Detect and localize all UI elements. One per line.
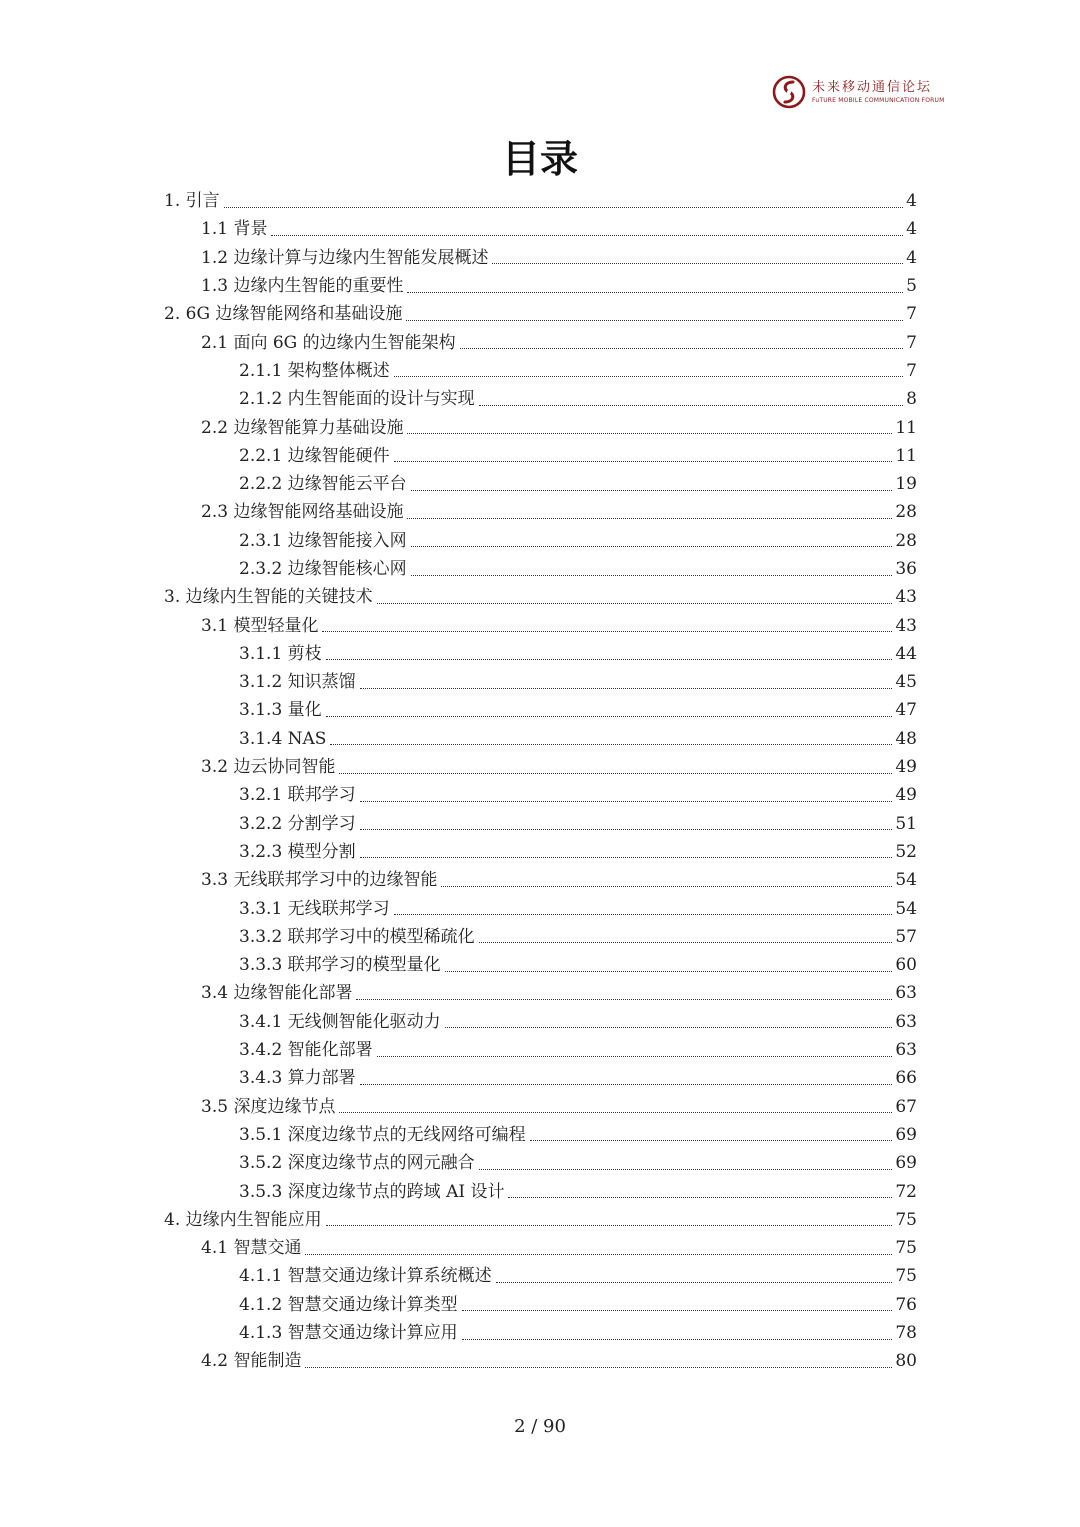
toc-leader-dots <box>441 886 892 887</box>
toc-entry[interactable] <box>239 555 917 583</box>
toc-entry[interactable] <box>164 583 917 611</box>
forum-name-cn: 未来移动通信论坛 <box>812 79 933 95</box>
toc-entry-page: 80 <box>895 1351 917 1372</box>
toc-entry-title: 2.3.1 边缘智能接入网 <box>239 530 407 551</box>
toc-entry-title: 2.3 边缘智能网络基础设施 <box>201 502 404 523</box>
toc-entry-title: 3.3.3 联邦学习的模型量化 <box>239 955 441 976</box>
toc-entry-page: 57 <box>895 926 917 947</box>
toc-entry-page: 67 <box>895 1096 917 1117</box>
toc-entry-page: 28 <box>895 530 917 551</box>
toc-entry-page: 5 <box>906 276 917 297</box>
toc-entry[interactable] <box>201 498 917 526</box>
forum-logo-text <box>812 81 944 104</box>
toc-entry-title: 1.2 边缘计算与边缘内生智能发展概述 <box>201 247 489 268</box>
toc-leader-dots <box>377 1056 893 1057</box>
toc-entry[interactable] <box>239 894 917 922</box>
toc-entry[interactable] <box>239 1177 917 1205</box>
toc-entry-page: 36 <box>895 559 917 579</box>
toc-entry-page: 4 <box>906 247 917 268</box>
toc-leader-dots <box>326 659 893 660</box>
toc-entry[interactable] <box>239 696 917 724</box>
toc-entry[interactable] <box>201 1234 917 1262</box>
toc-entry-page: 7 <box>906 332 917 353</box>
toc-entry-page: 54 <box>895 870 917 891</box>
toc-entry[interactable] <box>239 1036 917 1064</box>
toc-entry[interactable] <box>239 1149 917 1177</box>
toc-entry[interactable] <box>201 328 917 356</box>
toc-entry-page: 75 <box>895 1238 917 1259</box>
toc-leader-dots <box>406 320 903 321</box>
toc-entry-page: 11 <box>895 445 917 466</box>
toc-entry-page: 43 <box>895 587 917 608</box>
toc-entry-title: 3.5.2 深度边缘节点的网元融合 <box>239 1153 475 1174</box>
toc-leader-dots <box>508 1197 892 1198</box>
toc-entry-title: 4.1 智慧交通 <box>201 1238 302 1259</box>
toc-entry[interactable] <box>239 923 917 951</box>
toc-entry-page: 45 <box>895 672 917 693</box>
page-number: 2 / 90 <box>514 1416 566 1437</box>
toc-leader-dots <box>305 1254 892 1255</box>
toc-entry-title: 3.2 边云协同智能 <box>201 757 336 778</box>
toc-entry-title: 4.2 智能制造 <box>201 1351 302 1372</box>
toc-entry-page: 60 <box>895 955 917 976</box>
toc-leader-dots <box>394 914 893 915</box>
toc-entry-page: 52 <box>895 841 917 862</box>
toc-leader-dots <box>479 1169 893 1170</box>
toc-entry-page: 63 <box>895 1011 917 1032</box>
toc-leader-dots <box>462 1339 893 1340</box>
toc-leader-dots <box>407 433 892 434</box>
toc-entry[interactable] <box>239 1008 917 1036</box>
page-title: 目录 <box>501 137 578 181</box>
toc-leader-dots <box>460 348 904 349</box>
toc-entry-title: 3.1.1 剪枝 <box>239 643 322 664</box>
toc-entry-title: 1.3 边缘内生智能的重要性 <box>201 276 404 297</box>
toc-entry[interactable] <box>239 527 917 555</box>
toc-entry-title: 3.5.1 深度边缘节点的无线网络可编程 <box>239 1124 526 1145</box>
toc-entry[interactable] <box>164 300 917 328</box>
toc-entry-title: 2.1.1 架构整体概述 <box>239 360 390 381</box>
toc-leader-dots <box>339 1112 892 1113</box>
toc-entry-title: 2.2.1 边缘智能硬件 <box>239 445 390 466</box>
toc-leader-dots <box>271 235 903 236</box>
toc-leader-dots <box>462 1310 893 1311</box>
toc-leader-dots <box>322 631 892 632</box>
toc-entry-page: 75 <box>895 1266 917 1287</box>
toc-entry[interactable] <box>239 640 917 668</box>
toc-entry-page: 47 <box>895 700 917 721</box>
toc-entry[interactable] <box>239 357 917 385</box>
toc-entry-page: 43 <box>895 615 917 636</box>
toc-entry-page: 49 <box>895 757 917 778</box>
toc-leader-dots <box>530 1140 893 1141</box>
toc-entry-page: 19 <box>895 474 917 495</box>
toc-leader-dots <box>360 801 893 802</box>
toc-entry-title: 3.2.2 分割学习 <box>239 813 356 834</box>
toc-entry-title: 2.1.2 内生智能面的设计与实现 <box>239 389 475 410</box>
toc-leader-dots <box>360 688 893 689</box>
toc-entry[interactable] <box>201 413 917 441</box>
toc-leader-dots <box>411 575 893 576</box>
toc-entry-page: 7 <box>906 360 917 381</box>
toc-entry[interactable] <box>201 272 917 300</box>
toc-entry[interactable] <box>201 979 917 1007</box>
toc-entry-title: 3.4.1 无线侧智能化驱动力 <box>239 1011 441 1032</box>
toc-leader-dots <box>492 263 903 264</box>
toc-entry[interactable] <box>201 753 917 781</box>
toc-entry[interactable] <box>239 1291 917 1319</box>
toc-entry[interactable] <box>239 810 917 838</box>
toc-entry-title: 2.1 面向 6G 的边缘内生智能架构 <box>201 332 456 353</box>
forum-name-en: FuTURE MOBILE COMMUNICATION FORUM <box>812 96 945 104</box>
toc-entry-title: 2.3.2 边缘智能核心网 <box>239 559 407 579</box>
toc-entry-page: 11 <box>895 417 917 438</box>
toc-entry-page: 49 <box>895 785 917 806</box>
toc-entry-title: 2.2.2 边缘智能云平台 <box>239 474 407 495</box>
toc-entry[interactable] <box>201 1093 917 1121</box>
toc-entry-page: 4 <box>906 191 917 212</box>
toc-leader-dots <box>407 292 903 293</box>
toc-entry-title: 3.2.1 联邦学习 <box>239 785 356 806</box>
toc-entry-page: 7 <box>906 304 917 325</box>
toc-entry[interactable] <box>239 1121 917 1149</box>
toc-entry-page: 51 <box>895 813 917 834</box>
forum-logo <box>772 72 962 112</box>
toc-entry-page: 66 <box>895 1068 917 1089</box>
toc-entry-page: 54 <box>895 898 917 919</box>
toc-entry-page: 63 <box>895 1040 917 1061</box>
toc-leader-dots <box>326 1225 893 1226</box>
toc-entry-title: 2. 6G 边缘智能网络和基础设施 <box>164 304 403 325</box>
toc-entry-title: 3.3 无线联邦学习中的边缘智能 <box>201 870 438 891</box>
toc-entry[interactable] <box>239 1262 917 1290</box>
toc-entry-title: 1. 引言 <box>164 191 220 212</box>
toc-entry[interactable] <box>164 187 917 215</box>
toc-entry-page: 75 <box>895 1209 917 1230</box>
toc-entry-page: 78 <box>895 1323 917 1344</box>
toc-entry[interactable] <box>239 1319 917 1347</box>
toc-entry[interactable] <box>201 215 917 243</box>
toc-entry-title: 3.1 模型轻量化 <box>201 615 319 636</box>
toc-leader-dots <box>360 1084 893 1085</box>
toc-entry-title: 3.1.4 NAS <box>239 728 327 749</box>
toc-leader-dots <box>339 773 892 774</box>
toc-entry-title: 3.5 深度边缘节点 <box>201 1096 336 1117</box>
toc-leader-dots <box>479 405 904 406</box>
toc-entry-page: 72 <box>895 1181 917 1202</box>
toc-entry-title: 4. 边缘内生智能应用 <box>164 1209 322 1230</box>
toc-entry-page: 28 <box>895 502 917 523</box>
toc-leader-dots <box>326 716 893 717</box>
toc-leader-dots <box>411 546 893 547</box>
toc-leader-dots <box>407 518 892 519</box>
toc-leader-dots <box>411 490 893 491</box>
toc-entry[interactable] <box>239 470 917 498</box>
toc-entry-title: 2.2 边缘智能算力基础设施 <box>201 417 404 438</box>
toc-entry[interactable] <box>201 244 917 272</box>
toc-leader-dots <box>445 971 893 972</box>
toc-leader-dots <box>224 207 904 208</box>
toc-entry-title: 3.3.1 无线联邦学习 <box>239 898 390 919</box>
toc-entry-title: 4.1.3 智慧交通边缘计算应用 <box>239 1323 458 1344</box>
toc-entry-title: 1.1 背景 <box>201 219 268 240</box>
toc-entry-title: 3.4.2 智能化部署 <box>239 1040 373 1061</box>
forum-logo-icon <box>772 75 806 109</box>
toc-entry[interactable] <box>164 1206 917 1234</box>
toc-entry[interactable] <box>239 385 917 413</box>
toc-entry-page: 8 <box>906 389 917 410</box>
toc-entry-title: 3.1.2 知识蒸馏 <box>239 672 356 693</box>
toc-leader-dots <box>479 942 893 943</box>
toc-entry-title: 3.4.3 算力部署 <box>239 1068 356 1089</box>
toc-entry-title: 3.2.3 模型分割 <box>239 841 356 862</box>
toc-entry-title: 3.5.3 深度边缘节点的跨域 AI 设计 <box>239 1181 505 1202</box>
toc-entry-title: 3.4 边缘智能化部署 <box>201 983 353 1004</box>
toc-entry-page: 69 <box>895 1153 917 1174</box>
toc-entry-page: 4 <box>906 219 917 240</box>
toc-entry[interactable] <box>201 866 917 894</box>
toc-leader-dots <box>377 603 893 604</box>
table-of-contents <box>0 187 1080 1375</box>
toc-entry-page: 69 <box>895 1124 917 1145</box>
toc-entry[interactable] <box>239 725 917 753</box>
toc-entry-title: 3. 边缘内生智能的关键技术 <box>164 587 373 608</box>
toc-entry[interactable] <box>239 442 917 470</box>
toc-leader-dots <box>360 829 893 830</box>
toc-entry[interactable] <box>239 1064 917 1092</box>
toc-entry[interactable] <box>201 1347 917 1375</box>
toc-entry[interactable] <box>239 951 917 979</box>
toc-entry-title: 3.1.3 量化 <box>239 700 322 721</box>
toc-entry-page: 76 <box>895 1294 917 1315</box>
toc-entry-page: 63 <box>895 983 917 1004</box>
toc-entry[interactable] <box>239 668 917 696</box>
toc-leader-dots <box>496 1282 893 1283</box>
toc-entry-page: 48 <box>895 728 917 749</box>
toc-leader-dots <box>394 461 893 462</box>
toc-entry-page: 44 <box>895 643 917 664</box>
toc-leader-dots <box>445 1027 893 1028</box>
toc-entry-title: 3.3.2 联邦学习中的模型稀疏化 <box>239 926 475 947</box>
toc-entry-title: 4.1.2 智慧交通边缘计算类型 <box>239 1294 458 1315</box>
toc-entry[interactable] <box>201 611 917 639</box>
toc-entry-title: 4.1.1 智慧交通边缘计算系统概述 <box>239 1266 492 1287</box>
toc-leader-dots <box>394 376 904 377</box>
toc-leader-dots <box>360 857 893 858</box>
toc-leader-dots <box>356 999 892 1000</box>
toc-entry[interactable] <box>239 838 917 866</box>
toc-leader-dots <box>330 744 892 745</box>
toc-leader-dots <box>305 1367 892 1368</box>
toc-entry[interactable] <box>239 781 917 809</box>
